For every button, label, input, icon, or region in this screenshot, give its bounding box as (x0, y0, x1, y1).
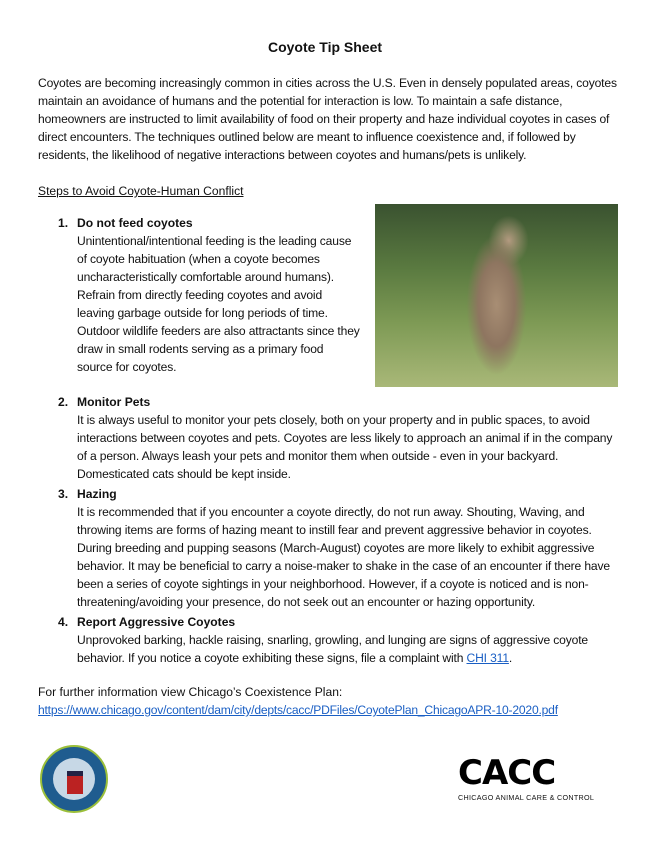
item-number: 2. (58, 395, 69, 409)
cacc-name: CHICAGO ANIMAL CARE & CONTROL (458, 792, 595, 802)
item-body: It is recommended that if you encounter a coyote directly, do not run away. Shouting, Waving, and throwing items are forms of hazing meant to instill fear and prevent aggressive behavior in coyotes. During breeding and pupping seasons (March-August) coyotes are more likely to exhibit aggressive behavior. It may be beneficial to carry a noise-maker to shake in the case of an encounter if there have been a series of coyote sightings in your neighborhood. However, if a coyote is noticed and is non-threatening/avoiding your presence, do not seek out an encounter or hazing opportunity. (77, 505, 610, 609)
steps-list (38, 214, 618, 667)
coexistence-plan-link[interactable]: https://www.chicago.gov/content/dam/city/depts/cacc/PDFiles/CoyotePlan_ChicagoAPR-10-2020.pdf (38, 703, 558, 717)
item-body: Unintentional/intentional feeding is the leading cause of coyote habituation (when a coyote becomes uncharacteristically comfortable around humans). Refrain from directly feeding coyotes and avoid leaving garbage outside for long periods of time. Outdoor wildlife feeders are also attractants since they draw in small rodents serving as a primary food source for coyotes. (77, 234, 360, 374)
item-number: 4. (58, 615, 69, 629)
footer-logos (38, 745, 618, 813)
list-item (38, 393, 618, 483)
cacc-logo-mark: CACC (458, 752, 556, 793)
city-of-chicago-seal-logo (40, 745, 108, 813)
section-heading: Steps to Avoid Coyote-Human Conflict (38, 184, 244, 198)
item-number: 1. (58, 216, 69, 230)
item-body (77, 631, 618, 667)
list-item (38, 214, 618, 376)
cacc-logo (458, 752, 608, 803)
item-number: 3. (58, 487, 69, 501)
page-title: Coyote Tip Sheet (267, 39, 383, 55)
item-title: Do not feed coyotes (77, 216, 193, 230)
chi311-link[interactable]: CHI 311 (466, 651, 509, 665)
intro-paragraph: Coyotes are becoming increasingly common in cities across the U.S. Even in densely populated areas, coyotes maintain an avoidance of humans and the potential for interaction is low. To maintain a safe distance, homeowners are instructed to limit availability of food on their property and haze individual coyotes in cases of direct encounters. The techniques outlined below are meant to influence coexistence and, if followed by residents, the likelihood of negative interactions between coyotes and humans/pets is unlikely. (38, 76, 617, 162)
item-body-end: . (508, 651, 513, 665)
item-title: Monitor Pets (77, 395, 151, 409)
item-body-text: Unprovoked barking, hackle raising, snarling, growling, and lunging are signs of aggressive coyote behavior. If you notice a coyote exhibiting these signs, file a complaint with (77, 633, 589, 665)
list-item (38, 613, 618, 667)
item-title: Report Aggressive Coyotes (77, 615, 236, 629)
list-item (38, 485, 618, 611)
item-title: Hazing (77, 487, 117, 501)
further-info-text: For further information view Chicago’s Coexistence Plan: (38, 685, 343, 699)
item-body: It is always useful to monitor your pets closely, both on your property and in public spaces, to avoid interactions between coyotes and pets. Coyotes are less likely to approach an animal if in the company of a person. Always leash your pets and monitor them when outside - even in your backyard. Domesticated cats should be kept inside. (77, 413, 613, 481)
